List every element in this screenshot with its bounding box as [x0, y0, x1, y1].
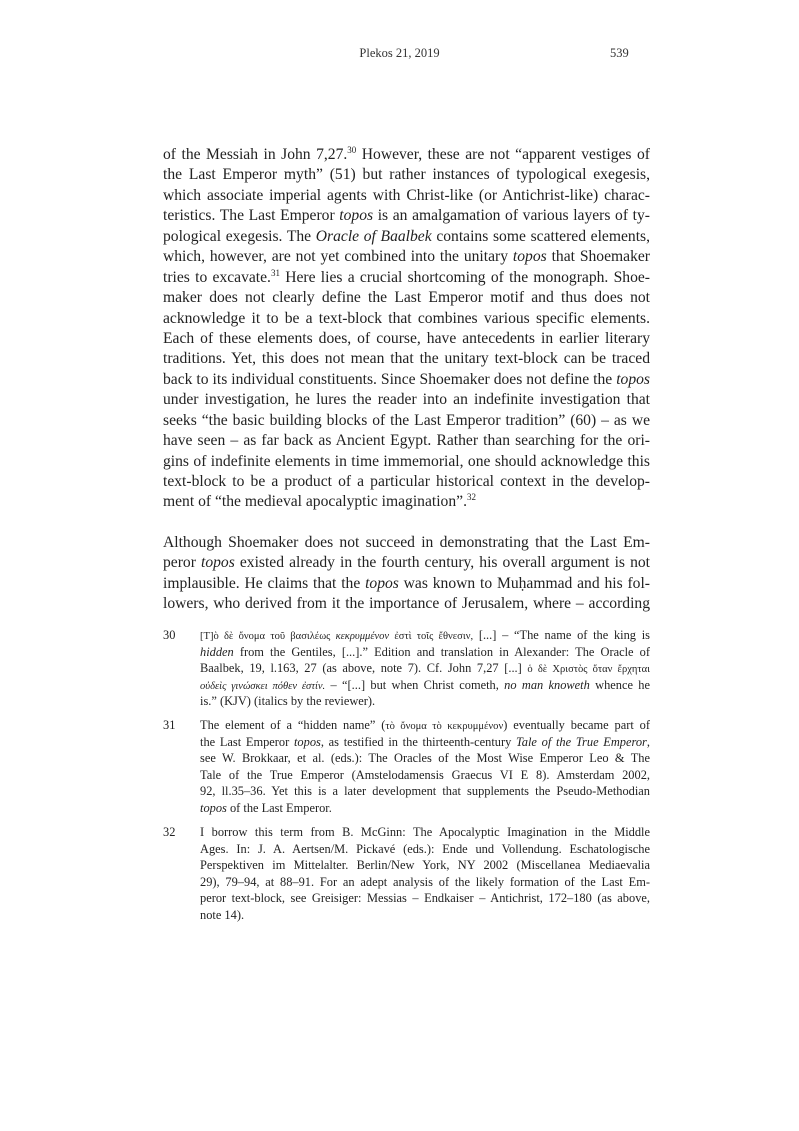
text-segment: see W. Brokkaar, et al. (eds.): The Oracles of the Most Wise Emperor Leo & The [200, 751, 650, 766]
text-segment: peror [163, 554, 201, 572]
text-segment: ment of “the medieval apocalyptic imagination”. [163, 493, 467, 511]
text-line [163, 206, 650, 226]
footnote-31 [163, 717, 650, 817]
text-line [200, 767, 650, 784]
italic-text: hidden [200, 644, 234, 659]
text-segment: from the Gentiles, [...].” Edition and translation in Alexander: The Oracle of [233, 644, 650, 659]
text-segment: The element of a “hidden name” ( [200, 718, 386, 732]
footnote-reference: 30 [347, 145, 357, 155]
text-line [200, 783, 650, 800]
text-segment: of the Messiah in John 7,27. [163, 146, 348, 163]
text-segment: have seen – as far back as Ancient Egypt. Rather than searching for the ori- [163, 432, 650, 450]
text-segment: Perspektiven im Mittelalter. Berlin/New York, NY 2002 (Miscellanea Mediaevalia [200, 858, 650, 873]
footnote-text [200, 717, 650, 817]
text-segment: which, however, are not yet combined into the unitary [163, 248, 513, 266]
text-segment: pological exegesis. The [163, 227, 316, 245]
text-line [163, 411, 650, 431]
text-segment: acknowledge it to be a text-block that combines various specific elements. [163, 309, 650, 327]
text-segment: traditions. Yet, this does not mean that the unitary text-block can be traced [163, 350, 650, 368]
text-line [200, 693, 650, 710]
italic-text: topos [512, 248, 547, 266]
text-line [200, 824, 650, 841]
text-line [163, 186, 650, 206]
text-line [200, 907, 650, 924]
text-line [163, 370, 650, 390]
text-segment: – “[...] but when Christ cometh, [325, 677, 505, 692]
text-line [163, 431, 650, 451]
text-segment: the Last Emperor myth” (51) but rather instances of typological exegesis, [163, 166, 650, 184]
italic-text: topos [293, 734, 321, 749]
text-line [163, 349, 650, 369]
text-segment: the Last Emperor [200, 734, 294, 749]
text-line [200, 644, 650, 661]
text-line [200, 857, 650, 874]
text-line [163, 288, 650, 308]
text-segment: Here lies a crucial shortcoming of the monograph. Shoe- [279, 268, 650, 286]
footnote-text [200, 824, 650, 924]
text-segment: is an amalgamation of various layers of ty- [373, 207, 650, 225]
text-segment: of the Last Emperor. [226, 800, 332, 815]
text-line [163, 553, 650, 573]
text-segment: tries to excavate. [163, 268, 271, 286]
text-segment: which associate imperial agents with Christ-like (or Antichrist-like) charac- [163, 186, 650, 204]
text-segment: text-block to be a product of a particular historical context in the develop- [163, 473, 650, 490]
text-segment: maker does not clearly define the Last Emperor motif and thus does not [163, 289, 650, 307]
text-segment: [...] – “The name of the king is [473, 628, 650, 642]
text-segment: contains some scattered elements, [431, 227, 650, 245]
text-segment: was known to Muḥammad and his fol- [398, 574, 650, 592]
text-segment: Each of these elements does, of course, have antecedents in earlier literary [163, 329, 650, 347]
text-line [200, 734, 650, 751]
body-paragraph [163, 533, 650, 615]
text-segment: seeks “the basic building blocks of the Last Emperor tradition” (60) – as we [163, 411, 650, 429]
italic-text: topos [616, 370, 650, 388]
footnote-number: 30 [163, 628, 176, 642]
text-line [200, 677, 650, 694]
text-segment: implausible. He claims that the [163, 574, 366, 592]
footnote-32 [163, 824, 650, 924]
greek-text: ἐστὶ τοῖς ἔθνεσιν, [389, 631, 474, 642]
text-segment: gins of indefinite elements in time immemorial, one should acknowledge this [163, 452, 650, 470]
text-segment: teristics. The Last Emperor [163, 207, 340, 225]
text-line [200, 717, 650, 734]
text-segment: is.” (KJV) (italics by the reviewer). [200, 694, 376, 709]
text-line [163, 329, 650, 349]
text-line [163, 227, 650, 247]
italic-text: Tale of the True Emperor [516, 734, 647, 749]
body-paragraph [163, 145, 650, 513]
text-line [163, 145, 650, 165]
text-segment: note 14). [200, 907, 245, 922]
text-line [200, 841, 650, 858]
text-line [163, 594, 650, 614]
text-segment: , [646, 734, 650, 749]
text-segment: However, these are not “apparent vestiges of [356, 146, 650, 163]
footnote-number: 31 [163, 718, 176, 732]
italic-text: topos [365, 574, 399, 592]
text-segment: Baalbek, 19, l.163, 27 (as above, note 7). Cf. John 7,27 [...] [200, 661, 528, 676]
text-segment: peror text-block, see Greisiger: Messias – Endkaiser – Antichrist, 172–180 (as above, [200, 891, 650, 906]
text-line [163, 247, 650, 267]
text-line [200, 750, 650, 767]
text-line [200, 660, 650, 677]
italic-text: topos [339, 207, 374, 225]
footnote-reference: 31 [270, 267, 280, 278]
text-segment: under investigation, he lures the reader into an indefinite investigation that [163, 391, 650, 409]
text-segment: ) eventually became part of [503, 718, 650, 732]
text-segment: whence he [589, 677, 650, 692]
text-segment: I borrow this term from B. McGinn: The Apocalyptic Imagination in the Middle [200, 825, 650, 839]
footnote-reference: 32 [466, 492, 476, 503]
text-segment: Although Shoemaker does not succeed in demonstrating that the Last Em- [163, 534, 650, 551]
text-segment: Ages. In: J. A. Aertsen/M. Pickavé (eds.): Ende und Vollendung. Eschatologische [200, 841, 650, 856]
footnote-number: 32 [163, 825, 176, 839]
text-line [163, 492, 650, 512]
text-segment: , as testified in the thirteenth-century [320, 734, 517, 749]
text-segment: that Shoemaker [546, 248, 650, 266]
text-line [200, 627, 650, 644]
text-line [163, 165, 650, 185]
text-line [200, 890, 650, 907]
text-line [163, 309, 650, 329]
italic-text: no man knoweth [504, 677, 590, 692]
greek-text: τὸ ὄνομα τὸ κεκρυμμένον [385, 721, 504, 732]
greek-text: ὁ δὲ Χριστὸς ὅταν ἔρχηται [527, 664, 650, 676]
footnote-text [200, 627, 650, 710]
greek-text: [T]ὸ δὲ ὄνομα τοῦ βασιλέως [200, 631, 336, 642]
greek-italic-text: οὐδεὶς γινώσκει πόθεν ἐστίν. [200, 680, 326, 692]
text-line [163, 452, 650, 472]
italic-text: topos [200, 800, 227, 815]
italic-text: Oracle of Baalbek [315, 227, 432, 245]
text-segment: back to its individual constituents. Since Shoemaker does not define the [163, 370, 617, 388]
text-segment: 29), 79–94, at 88–91. For an adept analysis of the likely formation of the Last Em- [200, 874, 650, 889]
page-number: 539 [610, 46, 629, 60]
text-segment: existed already in the fourth century, his overall argument is not [234, 554, 650, 572]
text-line [163, 472, 650, 492]
text-line [200, 874, 650, 891]
text-segment: lowers, who derived from it the importance of Jerusalem, where – according [163, 595, 650, 613]
text-line [200, 800, 650, 817]
greek-italic-text: κεκρυμμένον [335, 631, 390, 642]
text-line [163, 574, 650, 594]
italic-text: topos [200, 554, 235, 572]
running-header-title: Plekos 21, 2019 [359, 46, 440, 60]
text-segment: 92, ll.35–36. Yet this is a later development that supplements the Pseudo-Methodian [200, 784, 650, 799]
text-line [163, 268, 650, 288]
text-line [163, 533, 650, 553]
text-segment: Tale of the True Emperor (Amstelodamensis Graecus VI E 8). Amsterdam 2002, [200, 767, 650, 782]
text-line [163, 390, 650, 410]
footnote-30 [163, 627, 650, 710]
